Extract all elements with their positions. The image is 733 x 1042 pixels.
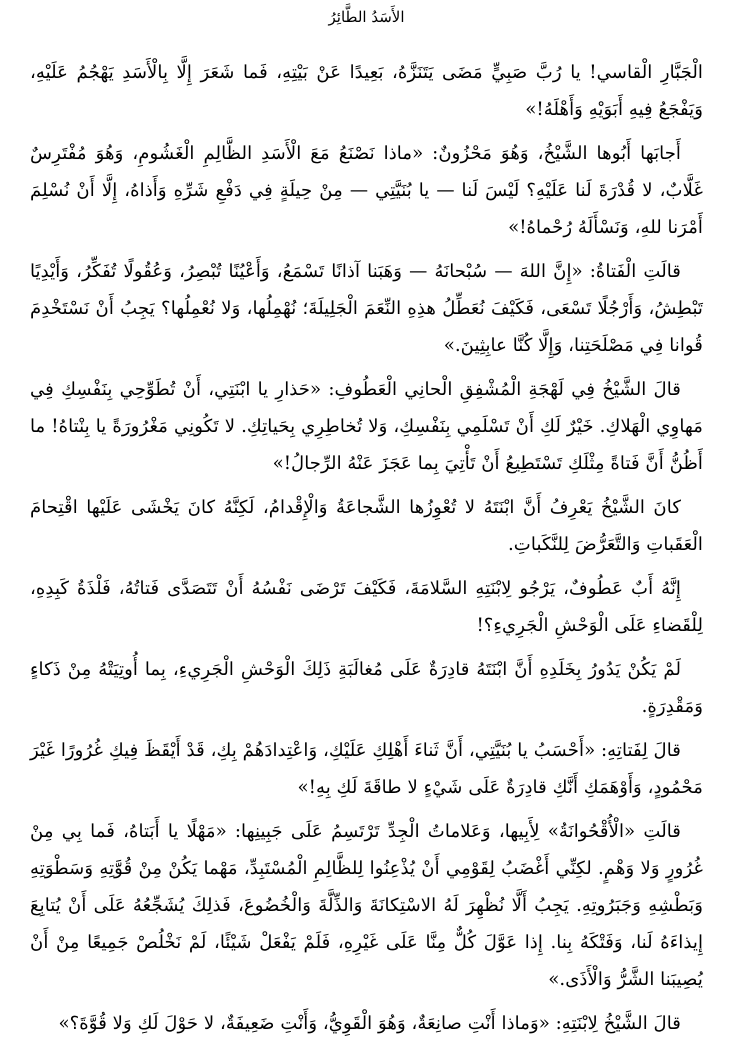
paragraph-4: قالَ الشَّيْخُ فِي لَهْجَةِ الْمُشْفِقِ الْحانِي الْعَطُوفِ: «حَذارِ يا ابْنَتِي، أَنْ تُطَوِّحِي بِنَفْسِكِ فِي مَهاوِي الْهَلاكِ. خَيْرٌ لَكِ أَنْ تَسْلَمِي بِنَفْسِكِ، وَلا تُخاطِرِي بِحَياتِكِ. لا تَكُونِي مَغْرُورَةً يا بِنْتاهُ! ما أَظُنُّ أَنَّ فَتاةً مِثْلَكِ تَسْتَطِيعُ أَنْ تَأْتِيَ بِما عَجَزَ عَنْهُ الرِّجالُ!»: [30, 379, 703, 474]
paragraph-10: قالَ الشَّيْخُ لِابْنَتِهِ: «وَماذا أَنْتِ صانِعَةٌ، وَهُوَ الْقَوِيُّ، وَأَنْتِ ضَعِيفَةٌ، لا حَوْلَ لَكِ وَلا قُوَّةَ؟»: [58, 1013, 681, 1034]
paragraph-3: قالَتِ الْفَتاةُ: «إِنَّ اللهَ — سُبْحانَهُ — وَهَبَنا آذانًا تَسْمَعُ، وَأَعْيُنًا تُبْصِرُ، وَعُقُولًا تُفَكِّرُ، وَأَيْدِيًا تَبْطِشُ، وَأَرْجُلًا تَسْعَى، فَكَيْفَ نُعَطِّلُ هذِهِ النِّعَمَ الْجَلِيلَةَ؛ نُهْمِلُها، وَلا نُعْمِلُها؟ يَجِبُ أَنْ نَسْتَخْدِمَ قُوانا فِي مَصْلَحَتِنا، وَإِلَّا كُنَّا عابِثِينَ.»: [30, 261, 703, 356]
paragraph-1: الْجَبَّارِ الْقاسي! يا رُبَّ صَبِيٍّ مَضَى يَتَنَزَّهُ، بَعِيدًا عَنْ بَيْتِهِ، فَما شَعَرَ إِلَّا بِالْأَسَدِ يَهْجُمُ عَلَيْهِ، وَيَفْجَعُ فِيهِ أَبَوَيْهِ وَأَهْلَهُ!»: [30, 62, 703, 120]
page-title: الأَسَدُ الطَّائِرُ: [328, 8, 405, 26]
paragraph-9: قالَتِ «الْأُقْحُوانَةُ» لِأَبِيها، وَعَلاماتُ الْجِدِّ تَرْتَسِمُ عَلَى جَبِينِها: «مَهْلًا يا أَبَتاهُ، فَما بِي مِنْ غُرُورٍ وَلا وَهْمٍ. لكِنِّي أَغْضَبُ لِقَوْمِي أَنْ يُذْعِنُوا لِلظَّالِمِ الْمُسْتَبِدِّ، مَهْما يَكُنْ مِنْ قُوَّتِهِ وَسَطْوَتِهِ وَبَطْشِهِ وَجَبَرُوتِهِ. يَجِبُ أَلَّا نُظْهِرَ لَهُ الاسْتِكانَةَ وَالذِّلَّةَ وَالْخُضُوعَ، فَذلِكَ يُشَجِّعُهُ عَلَى أَنْ يُتابِعَ إِيذاءَهُ لَنا، وَفَتْكَهُ بِنا. إِذا عَوَّلَ كُلٌّ مِنَّا عَلَى غَيْرِهِ، فَلَمْ يَفْعَلْ شَيْئًا، لَمْ نَخْلُصْ جَمِيعًا مِنْ أَنْ يُصِيبَنا الشَّرُّ وَالْأَذَى.»: [30, 821, 703, 990]
paragraph-8: قالَ لِفَتاتِهِ: «أَحْسَبُ يا بُنَيَّتِي، أَنَّ ثَناءَ أَهْلِكِ عَلَيْكِ، وَاعْتِدادَهُمْ بِكِ، قَدْ أَيْقَظَ فِيكِ غُرُورًا غَيْرَ مَحْمُودٍ، وَأَوْهَمَكِ أَنَّكِ قادِرَةٌ عَلَى شَيْءٍ لا طاقَةَ لَكِ بِهِ!»: [30, 740, 703, 798]
paragraph-7: لَمْ يَكُنْ يَدُورُ بِخَلَدِهِ أَنَّ ابْنَتَهُ قادِرَةٌ عَلَى مُغالَبَةِ ذَلِكَ الْوَحْشِ الْجَرِيءِ، بِما أُوتِيَتْهُ مِنْ ذَكاءٍ وَمَقْدِرَةٍ.: [30, 659, 703, 717]
paragraph-5: كانَ الشَّيْخُ يَعْرِفُ أَنَّ ابْنَتَهُ لا تُعْوِزُها الشَّجاعَةُ وَالْإِقْدامُ، لَكِنَّهُ كانَ يَخْشَى عَلَيْها اقْتِحامَ الْعَقَباتِ وَالتَّعَرُّضَ لِلنَّكَباتِ.: [30, 497, 703, 555]
paragraph-6: إِنَّهُ أَبٌ عَطُوفٌ، يَرْجُو لِابْنَتِهِ السَّلامَةَ، فَكَيْفَ تَرْضَى نَفْسُهُ أَنْ تَتَصَدَّى فَتاتُهُ، فَلْذَةُ كَبِدِهِ، لِلْقَضاءِ عَلَى الْوَحْشِ الْجَرِيءِ؟!: [30, 578, 703, 636]
paragraph-2: أَجابَها أَبُوها الشَّيْخُ، وَهُوَ مَحْزُونٌ: «ماذا نَصْنَعُ مَعَ الْأَسَدِ الظَّالِمِ الْغَشُومِ، وَهُوَ مُفْتَرِسٌ غَلَّابٌ، لا قُدْرَةَ لَنا عَلَيْهِ؟ لَيْسَ لَنا — يا بُنَيَّتِي — مِنْ حِيلَةٍ فِي دَفْعِ شَرِّهِ وَأَذاهُ، إِلَّا أَنْ نُسْلِمَ أَمْرَنا للهِ، وَنَسْأَلَهُ رُحْماهُ!»: [30, 143, 703, 238]
